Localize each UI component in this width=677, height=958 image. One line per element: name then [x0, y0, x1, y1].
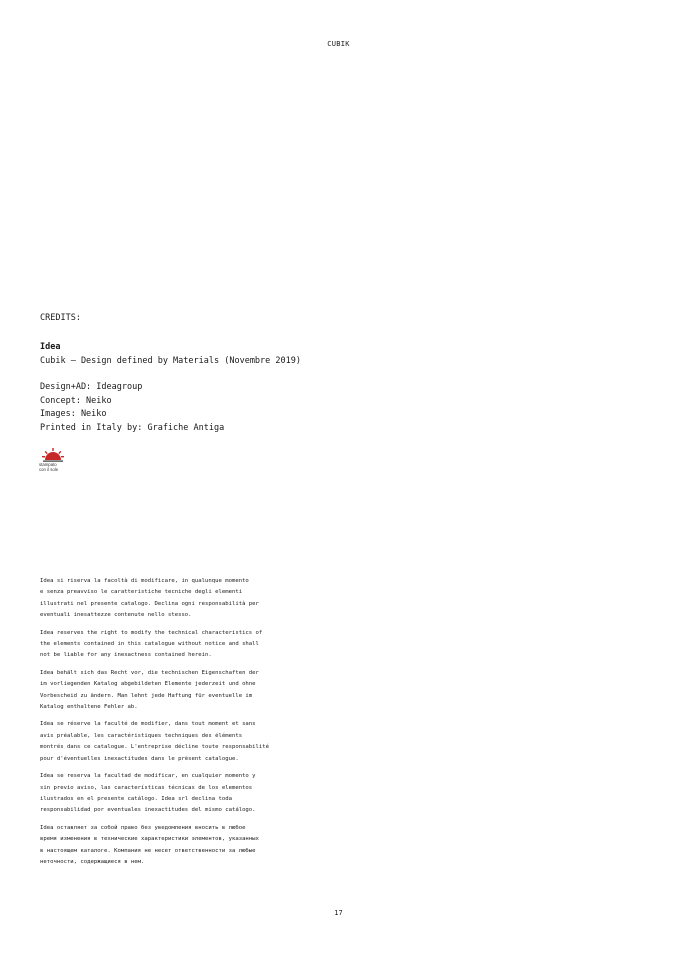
- disclaimer-line: responsabilidad por eventuales inexactitudes del mismo catálogo.: [40, 807, 256, 814]
- disclaimer-line: sin previo aviso, las características técnicas de los elementos: [40, 784, 253, 791]
- disclaimer-italian: [40, 576, 310, 622]
- page-number: 17: [334, 909, 343, 917]
- stamp-logo-line-2: con il sole: [39, 467, 59, 472]
- disclaimer-line: montrés dans ce catalogue. L'entreprise décline toute responsabilité: [40, 744, 270, 751]
- disclaimer-line: неточности, содержащиеся в нем.: [40, 858, 145, 865]
- disclaimer-line: im vorliegenden Katalog abgebildeten Elemente jederzeit und ohne: [40, 681, 256, 688]
- credits-idea-block: [40, 341, 301, 368]
- disclaimer-line: Idea se réserve la faculté de modifier, dans tout moment et sans: [40, 721, 256, 728]
- disclaimer-english: [40, 628, 310, 662]
- stamp-logo-line-1: stampato: [39, 462, 57, 467]
- credit-printer: Printed in Italy by: Grafiche Antiga: [40, 422, 225, 433]
- disclaimer-line: not be liable for any inexactness contained herein.: [40, 652, 212, 659]
- disclaimer-line: Vorbescheid zu ändern. Man lehnt jede Haftung für eventuelle im: [40, 692, 253, 699]
- disclaimer-german: [40, 668, 310, 714]
- disclaimer-russian: [40, 823, 310, 869]
- stamp-logo-text: [39, 462, 71, 472]
- disclaimer-line: Idea оставляет за собой право без уведомления вносить в любое: [40, 824, 246, 831]
- disclaimer-line: avis préalable, les caractéristiques techniques des éléments: [40, 732, 243, 739]
- disclaimer-line: ilustrados en el presente catálogo. Idea srl declina toda: [40, 795, 232, 802]
- idea-name: Idea: [40, 342, 61, 352]
- disclaimer-line: the elements contained in this catalogue without notice and shall: [40, 641, 259, 648]
- credits-heading: CREDITS:: [40, 313, 81, 323]
- disclaimer-line: Idea se reserva la facultad de modificar, en cualquier momento y: [40, 773, 256, 780]
- disclaimer-spanish: [40, 771, 310, 817]
- credit-lines: [40, 381, 224, 435]
- credit-design: Design+AD: Ideagroup: [40, 382, 143, 392]
- catalogue-subtitle: Cubik – Design defined by Materials (Novembre 2019): [40, 355, 301, 366]
- credit-images: Images: Neiko: [40, 409, 107, 419]
- disclaimers: [40, 576, 310, 874]
- disclaimer-line: в настоящем каталоге. Компания не несет ответственности за любые: [40, 847, 256, 854]
- disclaimer-line: Katalog enthaltene Fehler ab.: [40, 704, 138, 711]
- disclaimer-line: Idea si riserva la facoltà di modificare, in qualunque momento: [40, 578, 249, 584]
- header-title: CUBIK: [327, 40, 350, 48]
- disclaimer-line: время изменения в технические характеристики элементов, указанных: [40, 836, 259, 843]
- disclaimer-french: [40, 719, 310, 765]
- disclaimer-line: eventuali inesattezze contenute nello stesso.: [40, 612, 192, 619]
- disclaimer-line: Idea reserves the right to modify the technical characteristics of: [40, 629, 263, 636]
- disclaimer-line: Idea behält sich das Recht vor, die technischen Eigenschaften der: [40, 669, 259, 676]
- disclaimer-line: e senza preavviso le caratteristiche tecniche degli elementi: [40, 589, 243, 596]
- credit-concept: Concept: Neiko: [40, 395, 112, 406]
- disclaimer-line: pour d'éventuelles inexactitudes dans le présent catalogue.: [40, 755, 239, 762]
- disclaimer-line: illustrati nel presente catalogo. Declina ogni responsabilità per: [40, 600, 259, 607]
